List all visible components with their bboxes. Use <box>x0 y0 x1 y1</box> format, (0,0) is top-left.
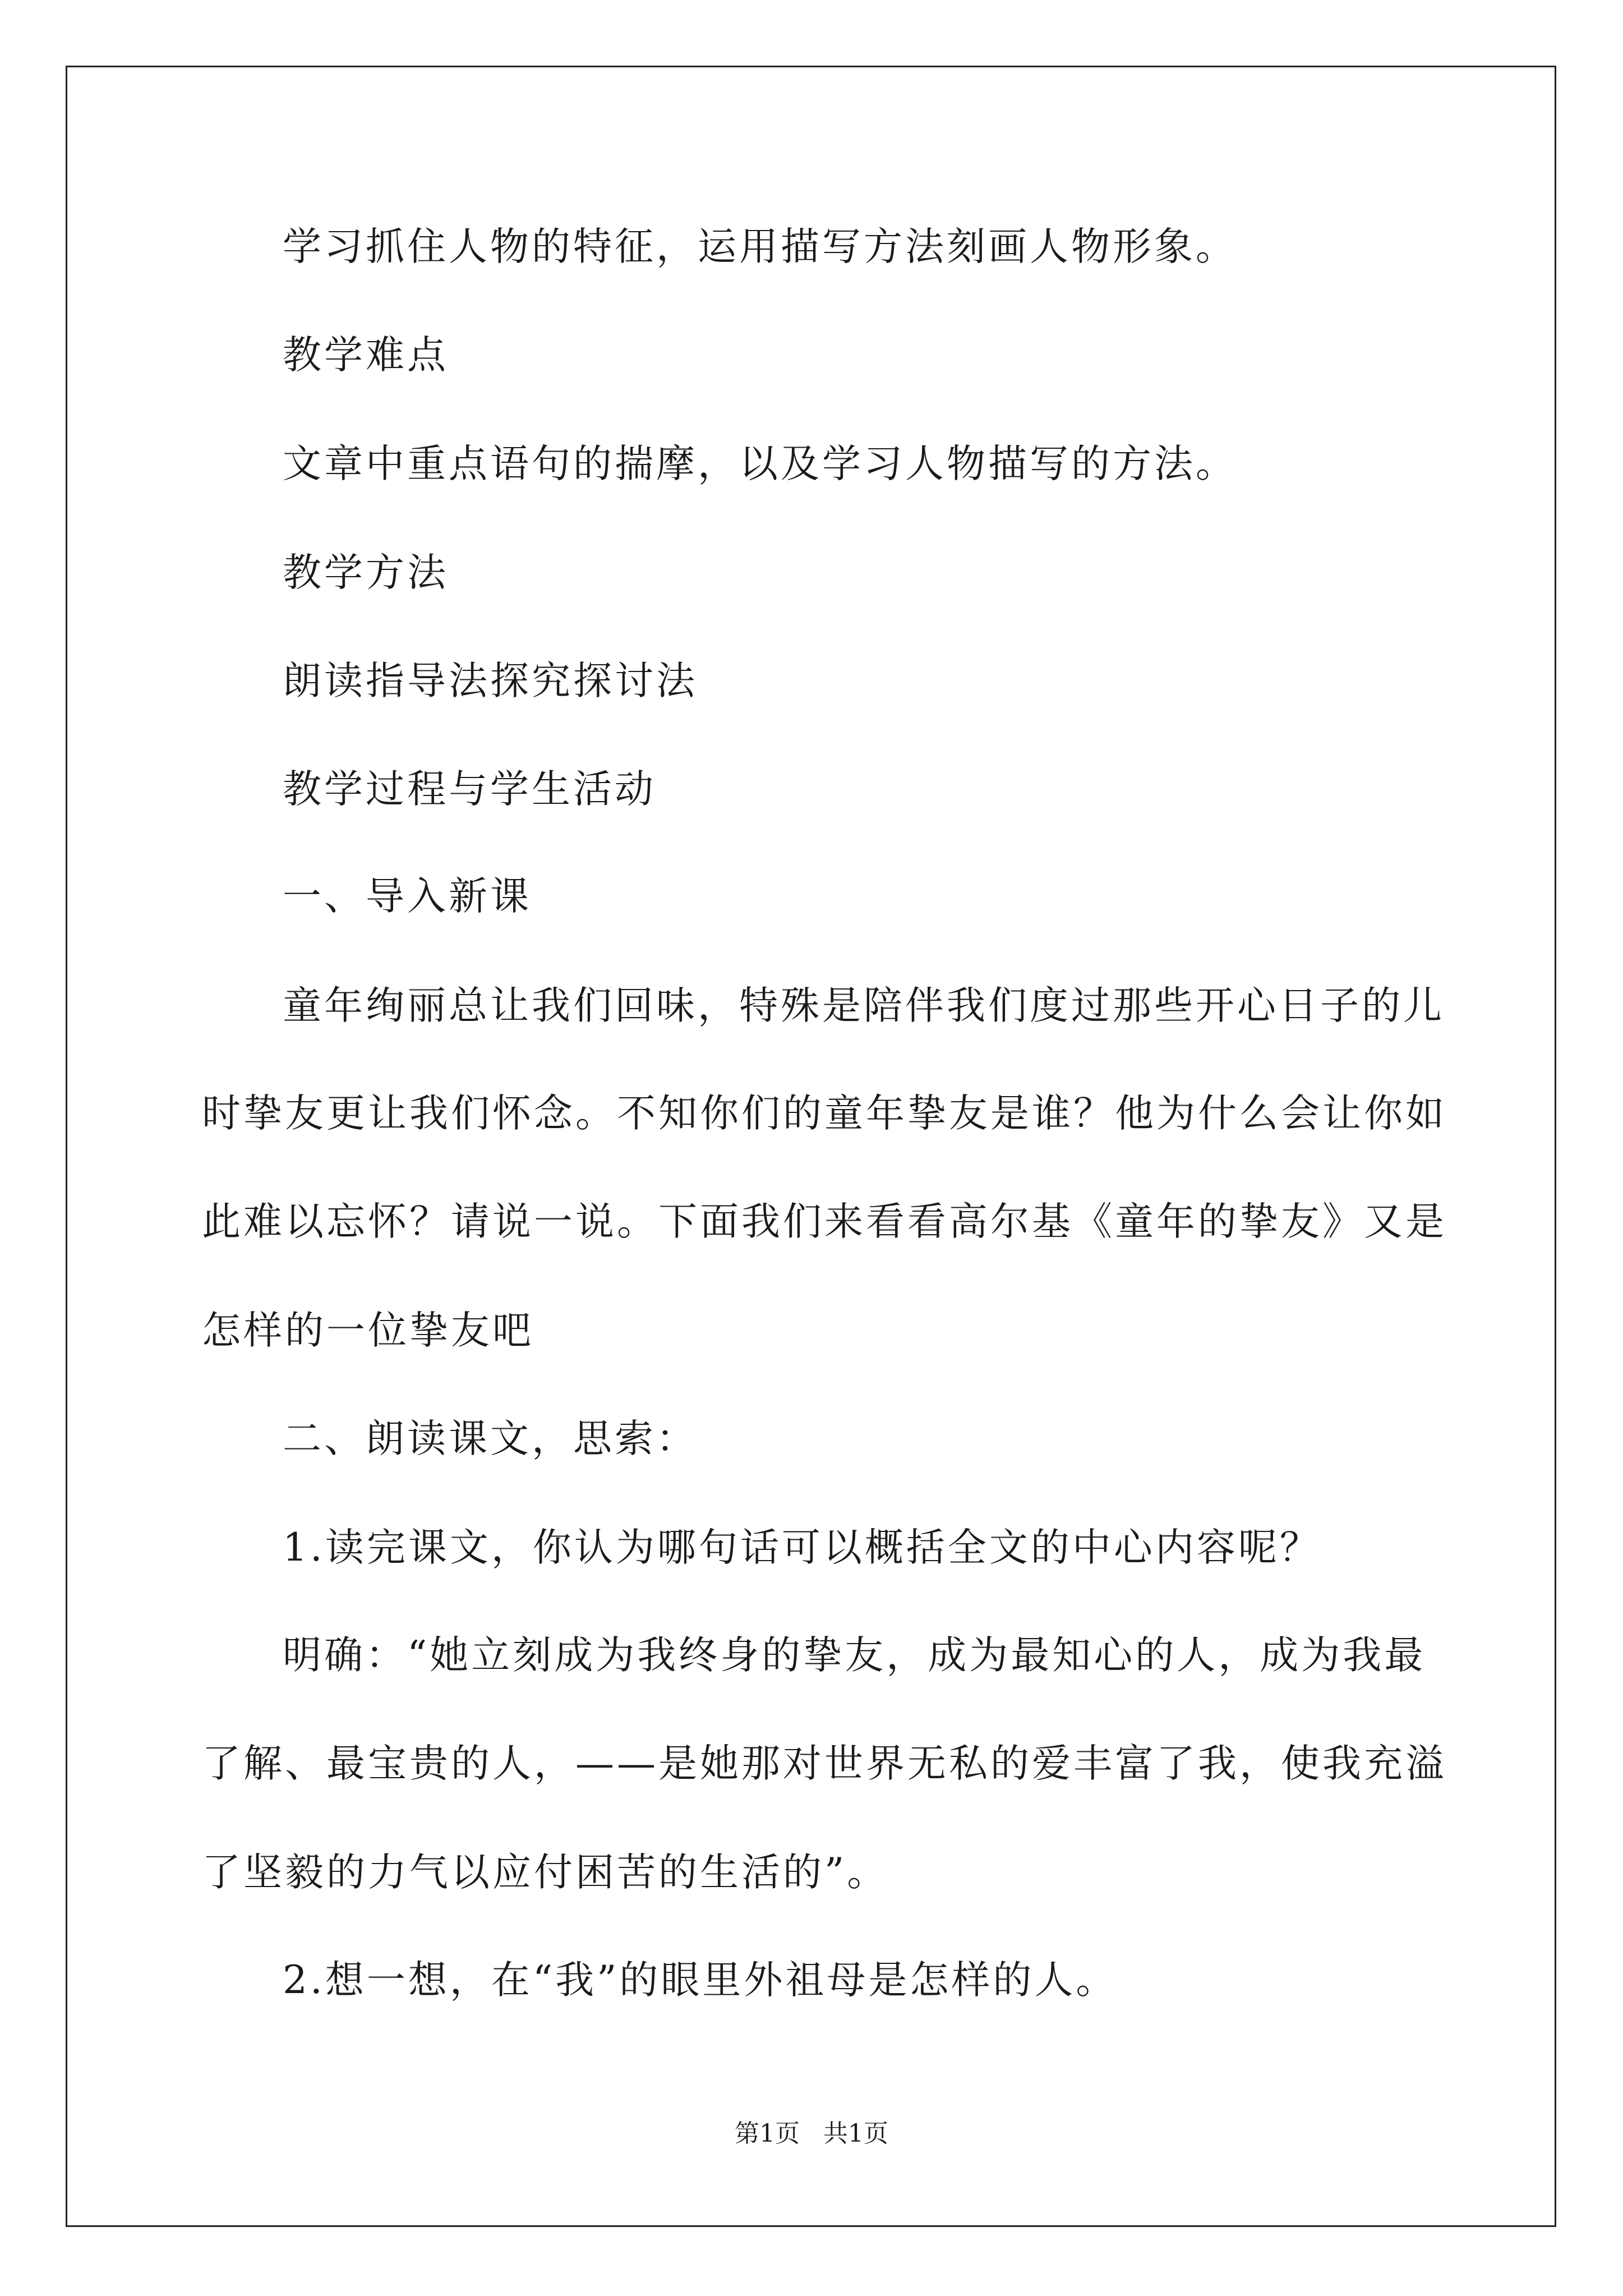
paragraph-line: 童年绚丽总让我们回味，特殊是陪伴我们度过那些开心日子的儿 <box>283 983 1445 1028</box>
paragraph-line: 学习抓住人物的特征，运用描写方法刻画人物形象。 <box>283 224 1237 269</box>
section-heading: 一、导入新课 <box>283 874 532 919</box>
paragraph-line: 文章中重点语句的揣摩，以及学习人物描写的方法。 <box>283 441 1237 486</box>
paragraph-line: 了坚毅的力气以应付困苦的生活的”。 <box>202 1850 889 1895</box>
section-heading: 教学难点 <box>283 333 449 378</box>
paragraph-line: 朗读指导法探究探讨法 <box>283 659 698 703</box>
section-heading: 教学方法 <box>283 550 449 595</box>
page-border <box>66 66 1556 2227</box>
page-number-footer: 第1页 共1页 <box>735 2119 888 2148</box>
section-heading: 教学过程与学生活动 <box>283 767 656 812</box>
paragraph-line: 了解、最宝贵的人，——是她那对世界无私的爱丰富了我，使我充溢 <box>202 1741 1447 1786</box>
paragraph-line: 1.读完课文，你认为哪句话可以概括全文的中心内容呢？ <box>283 1525 1321 1570</box>
paragraph-line: 怎样的一位挚友吧 <box>202 1308 534 1353</box>
section-heading: 二、朗读课文，思索： <box>283 1416 698 1461</box>
paragraph-line: 2.想一想，在“我”的眼里外祖母是怎样的人。 <box>283 1958 1118 2003</box>
paragraph-line: 时挚友更让我们怀念。不知你们的童年挚友是谁？他为什么会让你如 <box>202 1091 1447 1136</box>
paragraph-line: 明确：“她立刻成为我终身的挚友，成为最知心的人，成为我最 <box>283 1633 1426 1678</box>
paragraph-line: 此难以忘怀？请说一说。下面我们来看看高尔基《童年的挚友》又是 <box>202 1199 1447 1244</box>
